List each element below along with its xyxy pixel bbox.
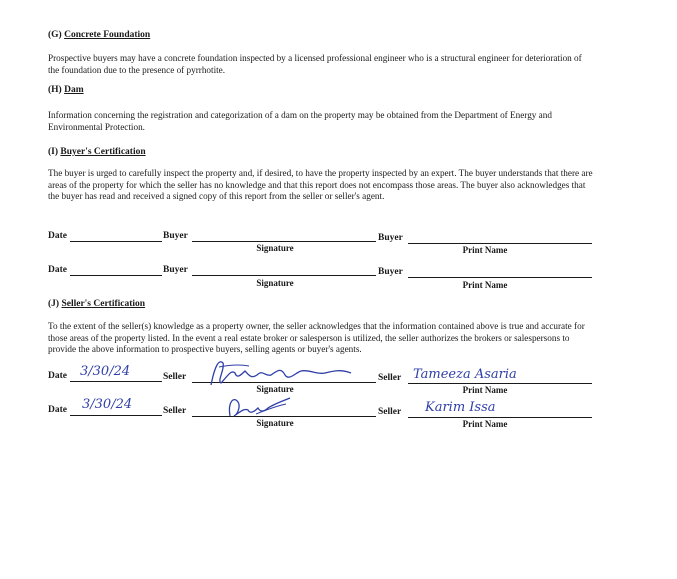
buyer-row-1-date-label: Date xyxy=(48,231,67,241)
buyer-row-2-date-field[interactable] xyxy=(70,275,162,276)
seller-row-1-seller-label-2: Seller xyxy=(378,373,402,383)
section-h-heading xyxy=(48,85,84,95)
section-j-letter: (J) xyxy=(48,299,60,309)
buyer-row-2-print-name-field[interactable] xyxy=(408,277,592,278)
seller-row-1-seller-label: Seller xyxy=(163,372,187,382)
buyer-row-1-signature-caption: Signature xyxy=(256,243,294,253)
section-g-letter: (G) xyxy=(48,30,62,40)
buyer-row-2-signature-field[interactable] xyxy=(192,275,376,276)
seller-row-1-signature-caption: Signature xyxy=(256,384,294,394)
section-g-heading xyxy=(48,30,150,40)
seller-row-2-date-field[interactable] xyxy=(70,415,162,416)
section-h-text: Information concerning the registration and categorization of a dam on the property may be obtained from the Department of Energy and Environmental Protection. xyxy=(48,110,552,132)
buyer-row-2-date-label: Date xyxy=(48,265,67,275)
section-j-title: Seller's Certification xyxy=(61,299,146,309)
buyer-row-1-print-name-caption: Print Name xyxy=(462,245,508,255)
seller-row-1-print-name-field[interactable] xyxy=(408,383,592,384)
section-i-title: Buyer's Certification xyxy=(60,147,146,157)
buyer-row-2-print-name-caption: Print Name xyxy=(462,280,508,290)
seller-row-1-date-label: Date xyxy=(48,371,67,381)
buyer-row-1-date-field[interactable] xyxy=(70,241,162,242)
buyer-row-2-signature-caption: Signature xyxy=(256,278,294,288)
section-h-letter: (H) xyxy=(48,85,62,95)
seller-row-2-date-label: Date xyxy=(48,405,67,415)
buyer-row-1-signature-field[interactable] xyxy=(192,241,376,242)
buyer-row-2-buyer-label: Buyer xyxy=(163,265,188,275)
section-j-heading xyxy=(48,299,145,309)
section-i-letter: (I) xyxy=(48,147,59,157)
section-j-text: To the extent of the seller(s) knowledge as a property owner, the seller acknowledges that the information contained above is true and accurate for those areas of the property listed. In the event a real estate broker or salesperson is utilized, the seller authorizes the brokers or salespersons to provide the above information to prospective buyers, selling agents or buyer's agents. xyxy=(48,321,585,354)
section-i-heading xyxy=(48,147,146,157)
buyer-row-1-buyer-label: Buyer xyxy=(163,231,188,241)
seller-row-1-date-value: 3/30/24 xyxy=(80,364,131,379)
seller-row-1-print-name-value: Tameeza Asaria xyxy=(413,367,517,382)
section-g-text: Prospective buyers may have a concrete foundation inspected by a licensed professional engineer who is a structural engineer for deterioration of the foundation due to the presence of pyrrhotite. xyxy=(48,53,582,75)
section-i-text: The buyer is urged to carefully inspect the property and, if desired, to have the property inspected by an expert. The buyer understands that there are areas of the property for which the seller has no knowledge and that this report does not encompass those areas. The buyer also acknowledges that the buyer has read and received a signed copy of this report from the seller or seller's agent. xyxy=(48,168,593,201)
buyer-row-1-buyer-label-2: Buyer xyxy=(378,233,403,243)
section-h-title: Dam xyxy=(64,85,84,95)
seller-row-2-print-name-field[interactable] xyxy=(408,417,592,418)
seller-row-1-date-field[interactable] xyxy=(70,381,162,382)
seller-row-2-date-value: 3/30/24 xyxy=(82,397,133,412)
seller-row-2-print-name-caption: Print Name xyxy=(462,419,508,429)
seller-row-2-seller-label-2: Seller xyxy=(378,407,402,417)
buyer-row-1-print-name-field[interactable] xyxy=(408,243,592,244)
buyer-row-2-buyer-label-2: Buyer xyxy=(378,267,403,277)
seller-row-2-seller-label: Seller xyxy=(163,406,187,416)
seller-row-2-print-name-value: Karim Issa xyxy=(425,400,496,415)
section-g-title: Concrete Foundation xyxy=(64,30,151,40)
seller-row-2-signature-caption: Signature xyxy=(256,418,294,428)
seller-row-1-print-name-caption: Print Name xyxy=(462,385,508,395)
